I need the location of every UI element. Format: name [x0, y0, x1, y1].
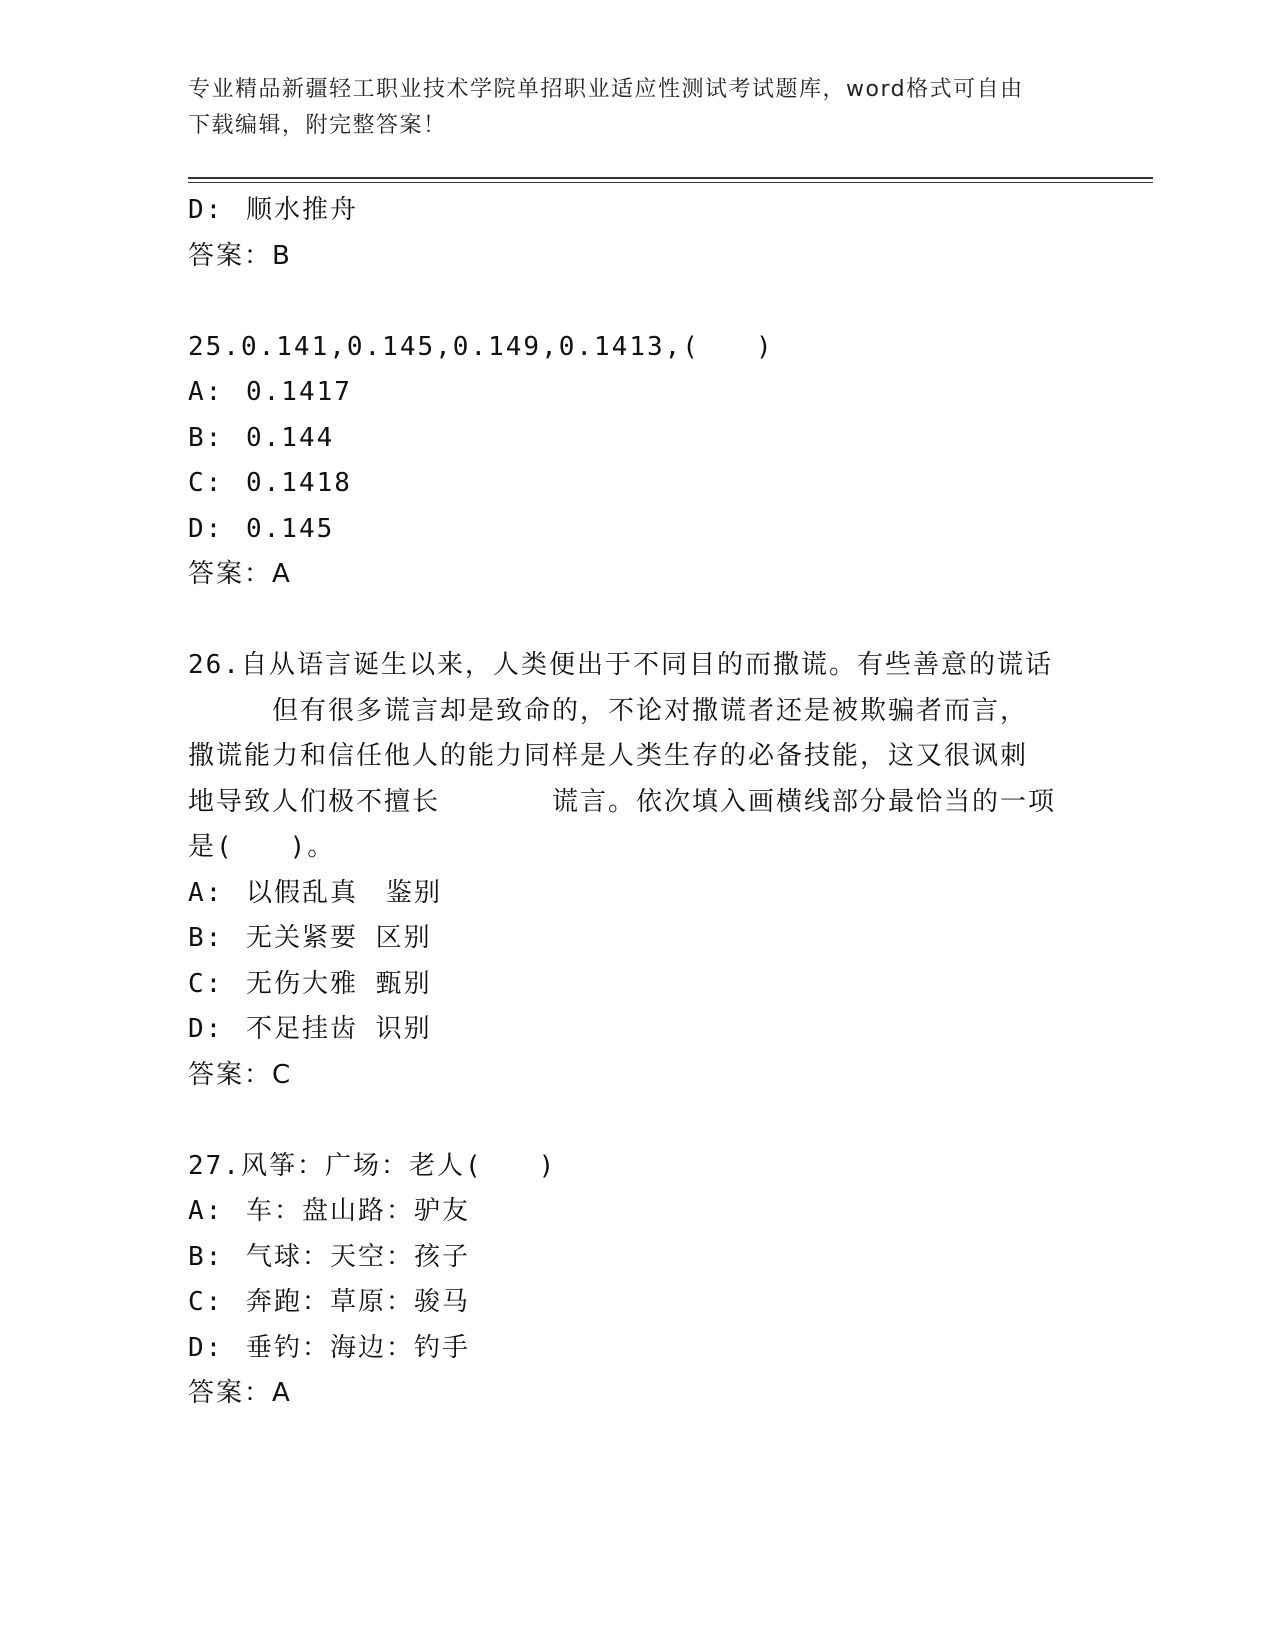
page-header — [188, 72, 1088, 144]
option-key: A: — [188, 1196, 224, 1226]
option-line — [188, 416, 1088, 462]
option-line — [188, 1280, 1088, 1326]
question-text: 是( )。 — [188, 832, 336, 862]
option-line — [188, 916, 1088, 962]
option-key: D: — [188, 1014, 224, 1044]
option-line — [188, 962, 1088, 1008]
option-key: A: — [188, 377, 224, 407]
option-text: 无关紧要 区别 — [246, 923, 432, 953]
option-text: 顺水推舟 — [246, 195, 359, 225]
option-text: 不足挂齿 识别 — [246, 1014, 432, 1044]
option-text: 0.1417 — [246, 377, 352, 407]
option-key: C: — [188, 468, 224, 498]
option-key: D: — [188, 195, 224, 225]
question-text: 25.0.141,0.145,0.149,0.1413,( ) — [188, 331, 774, 362]
option-text: 车：盘山路：驴友 — [246, 1196, 471, 1226]
option-key: D: — [188, 513, 224, 544]
option-line — [188, 1189, 1088, 1235]
option-text: 气球：天空：孩子 — [246, 1241, 471, 1272]
document-body — [188, 188, 1088, 1417]
option-line — [188, 1235, 1088, 1281]
option-text: 0.145 — [246, 513, 335, 544]
question-text: 撒谎能力和信任他人的能力同样是人类生存的必备技能，这又很讽刺 — [188, 741, 1029, 771]
header-rule-thick — [188, 177, 1153, 179]
option-line — [188, 188, 1088, 234]
option-text: 以假乱真 鉴别 — [246, 877, 443, 908]
option-text: 无伤大雅 甄别 — [246, 968, 432, 999]
option-line — [188, 507, 1088, 553]
answer-line: 答案：A — [188, 1378, 292, 1408]
question-text: 但有很多谎言却是致命的，不论对撒谎者还是被欺骗者而言， — [188, 695, 1029, 726]
answer-line: 答案：A — [188, 559, 292, 589]
answer-line: 答案：C — [188, 1059, 293, 1090]
option-key: C: — [188, 968, 224, 999]
option-text: 奔跑：草原：骏马 — [246, 1287, 471, 1317]
question-text: 地导致人们极不擅长 谎言。依次填入画横线部分最恰当的一项 — [188, 786, 1057, 817]
question-text: 26.自从语言诞生以来，人类便出于不同目的而撒谎。有些善意的谎话 — [188, 650, 1053, 680]
option-line — [188, 461, 1088, 507]
option-line — [188, 1326, 1088, 1372]
option-key: A: — [188, 877, 224, 908]
answer-line: 答案：B — [188, 240, 292, 271]
header-line-1: 专业精品新疆轻工职业技术学院单招职业适应性测试考试题库，word格式可自由 — [188, 77, 1024, 102]
option-key: D: — [188, 1332, 224, 1363]
option-text: 垂钓：海边：钓手 — [246, 1332, 471, 1363]
option-text: 0.144 — [246, 422, 335, 453]
header-line-2: 下载编辑，附完整答案！ — [188, 113, 447, 138]
question-text: 27.风筝：广场：老人( ) — [188, 1150, 557, 1181]
option-key: C: — [188, 1287, 224, 1317]
option-text: 0.1418 — [246, 468, 352, 498]
option-key: B: — [188, 1241, 224, 1272]
option-line — [188, 370, 1088, 416]
option-key: B: — [188, 422, 224, 453]
option-key: B: — [188, 923, 224, 953]
header-rule-thin — [188, 182, 1153, 183]
option-line — [188, 871, 1088, 917]
option-line — [188, 1007, 1088, 1053]
